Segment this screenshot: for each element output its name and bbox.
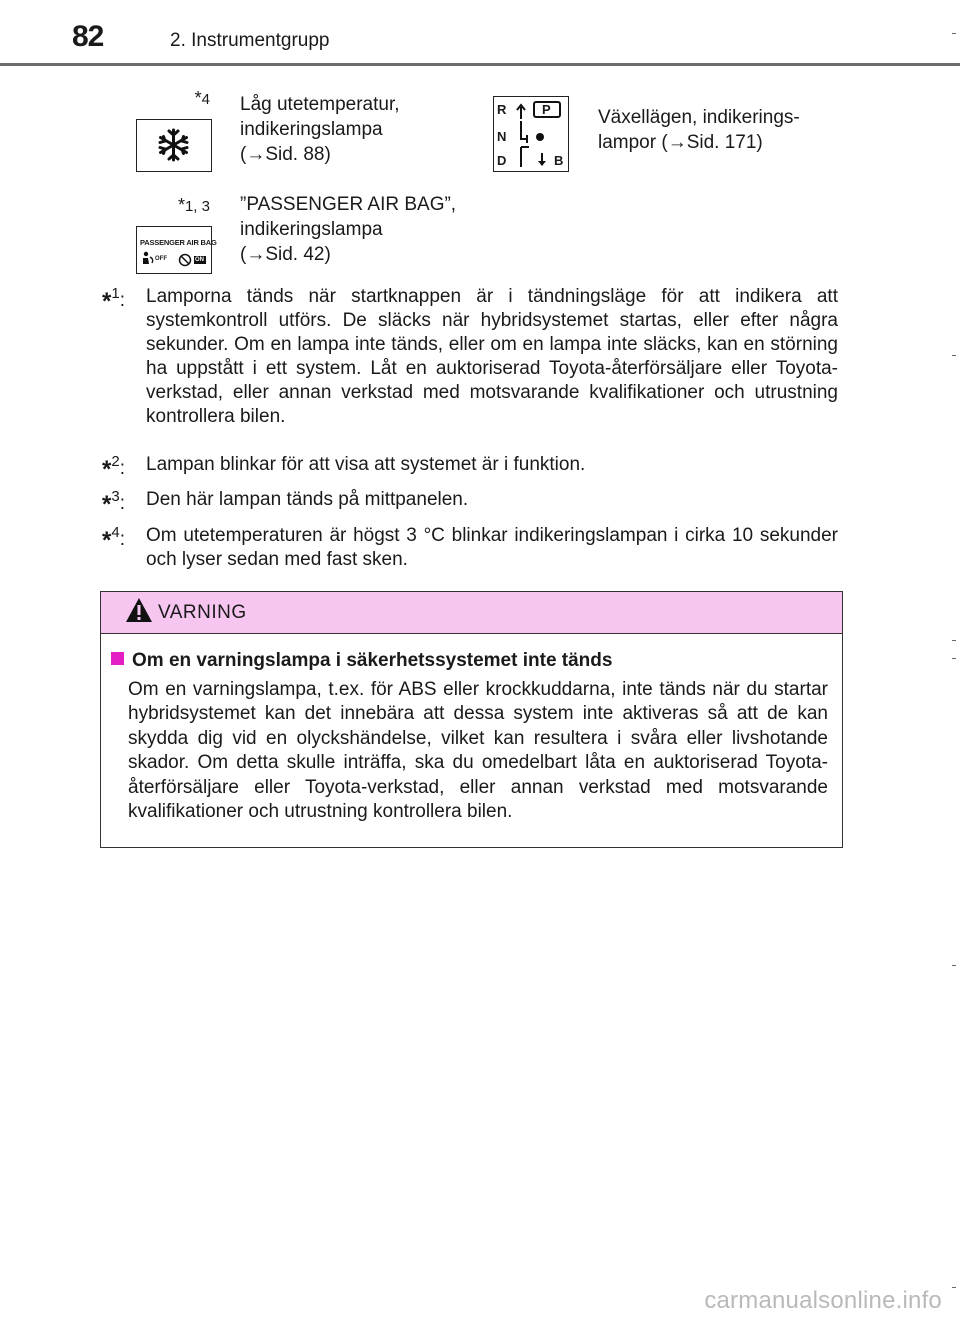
arrow-icon: →: [667, 132, 687, 153]
bullet-square-icon: [111, 652, 124, 665]
chapter-title: 2. Instrumentgrupp: [170, 30, 330, 51]
arrow-icon: →: [246, 144, 266, 165]
page-number: 82: [72, 20, 104, 53]
snowflake-icon: [137, 120, 210, 170]
passenger-airbag-icon: PASSENGER AIR BAG OFF ON: [137, 227, 210, 272]
lamp-icon-box: [136, 119, 212, 172]
indicator-footnote-ref: *4: [194, 88, 210, 108]
edge-tick: [952, 965, 956, 966]
indicator-description: Växellägen, indikerings- lampor (→Sid. 171): [598, 107, 800, 153]
edge-tick: [952, 1287, 956, 1288]
warning-title: VARNING: [158, 602, 247, 623]
footnote: *$^1$: Lamporna tänds när startknappen är i tändningsläge för att indikera att systemkontroll utförs. De släcks när hybridsystemet startas, eller efter några sekunder. Om en lampa inte tänds, eller om en lampa inte släcks, kan en störning ha uppstått i ett system. Låt en auktoriserad Toyota-återförsäljare eller Toyota-verkstad, eller annan verkstad med motsvarande kvalifikationer och utrustning kontrollera bilen.: [102, 285, 838, 427]
warning-subtitle: Om en varningslampa i säkerhetssystemet inte tänds: [111, 650, 612, 672]
edge-tick: [952, 33, 956, 34]
lamp-icon-box: [493, 96, 569, 172]
indicator-description: ”PASSENGER AIR BAG”, indikeringslampa (→Sid. 42): [240, 194, 457, 265]
warning-body: Om en varningslampa, t.ex. för ABS eller krockkuddarna, inte tänds när du startar hybridsystemet kan det innebära att dessa system inte aktiveras så att de kan skydda dig vid en olyckshändelse, vilket kan resultera i svåra eller livshotande skador. Om detta skulle inträffa, ska du omedelbart låta en auktoriserad Toyota-återförsäljare eller Toyota-verkstad, eller annan verkstad med motsvarande kvalifikationer och utrustning kontrollera bilen.: [128, 679, 828, 823]
gear-position-icon: R N D B P: [497, 102, 564, 168]
arrow-icon: →: [246, 244, 266, 265]
edge-tick: [952, 640, 956, 641]
footnote: *$^4$: Om utetemperaturen är högst 3 °C blinkar indikeringslampan i cirka 10 sekunder och lyser sedan med fast sken.: [102, 524, 838, 570]
warning-triangle-icon: [125, 597, 153, 623]
lamp-icon-box: [136, 226, 217, 274]
indicator-footnote-ref: *1, 3: [177, 195, 210, 215]
warning-box: [100, 591, 843, 848]
header-divider: [0, 63, 960, 66]
footnote: *$^3$: Den här lampan tänds på mittpanelen.: [102, 488, 469, 518]
warning-header: [101, 592, 842, 634]
indicator-description: Låg utetemperatur, indikeringslampa (→Sid. 88): [240, 94, 400, 165]
footnote: *$^2$: Lampan blinkar för att visa att systemet är i funktion.: [102, 453, 586, 483]
watermark: carmanualsonline.info: [704, 1287, 942, 1314]
edge-tick: [952, 355, 956, 356]
edge-tick: [952, 658, 956, 659]
